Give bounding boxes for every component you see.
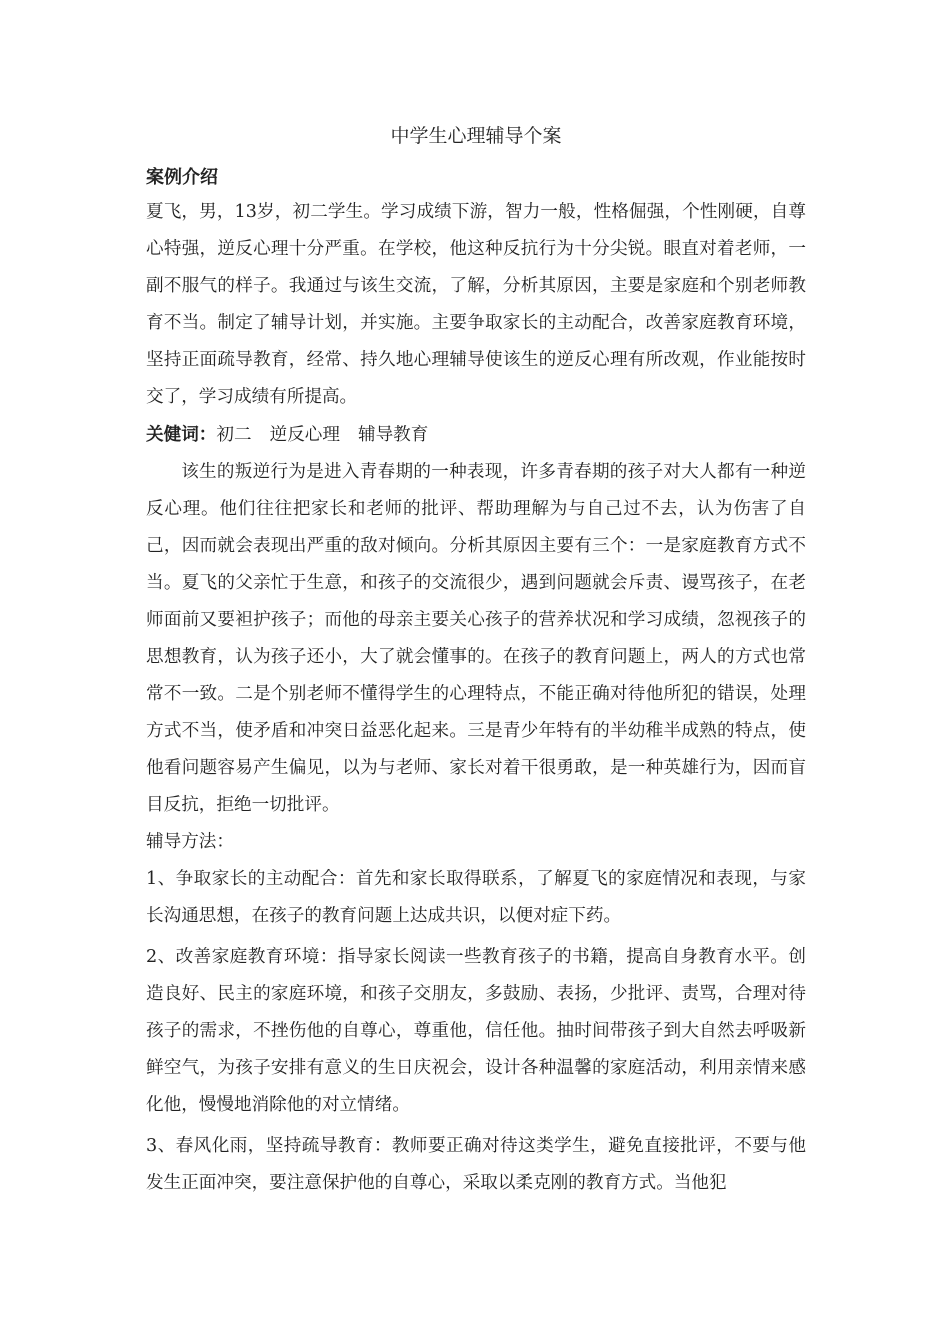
keyword-item: 辅导教育 [357,425,429,445]
method-item: 3、春风化雨，坚持疏导教育：教师要正确对待这类学生，避免直接批评，不要与他发生正面冲突，要注意保护他的自尊心，采取以柔克刚的教育方式。当他犯 [146,1136,806,1193]
document-page [146,122,806,1202]
keyword-item: 逆反心理 [269,425,340,445]
case-intro-heading: 案例介绍 [146,167,218,188]
keywords-label: 关健词： [146,424,217,445]
method-item: 1、争取家长的主动配合：首先和家长取得联系，了解夏飞的家庭情况和表现，与家长沟通思想，在孩子的教育问题上达成共识，以便对症下药。 [146,869,806,926]
document-title: 中学生心理辅导个案 [390,125,562,147]
case-intro-paragraph: 夏飞，男，13岁，初二学生。学习成绩下游，智力一般，性格倔强，个性刚硬，自尊心特强，逆反心理十分严重。在学校，他这种反抗行为十分尖锐。眼直对着老师，一副不服气的样子。我通过与该生交流，了解，分析其原因，主要是家庭和个别老师教育不当。制定了辅导计划，并实施。主要争取家长的主动配合，改善家庭教育环境，坚持正面疏导教育，经常、持久地心理辅导使该生的逆反心理有所改观，作业能按时交了，学习成绩有所提高。 [146,202,806,407]
methods-heading: 辅导方法： [146,832,234,852]
method-item: 2、改善家庭教育环境：指导家长阅读一些教育孩子的书籍，提高自身教育水平。创造良好、民主的家庭环境，和孩子交朋友，多鼓励、表扬，少批评、责骂，合理对待孩子的需求，不挫伤他的自尊心，尊重他，信任他。抽时间带孩子到大自然去呼吸新鲜空气，为孩子安排有意义的生日庆祝会，设计各种温馨的家庭活动，利用亲情来感化他，慢慢地消除他的对立情绪。 [146,947,806,1115]
analysis-paragraph: 该生的叛逆行为是进入青春期的一种表现，许多青春期的孩子对大人都有一种逆反心理。他们往往把家长和老师的批评、帮助理解为与自己过不去，认为伤害了自己，因而就会表现出严重的敌对倾向。分析其原因主要有三个：一是家庭教育方式不当。夏飞的父亲忙于生意，和孩子的交流很少，遇到问题就会斥责、谩骂孩子，在老师面前又要袒护孩子；而他的母亲主要关心孩子的营养状况和学习成绩，忽视孩子的思想教育，认为孩子还小，大了就会懂事的。在孩子的教育问题上，两人的方式也常常不一致。二是个别老师不懂得学生的心理特点，不能正确对待他所犯的错误，处理方式不当，使矛盾和冲突日益恶化起来。三是青少年特有的半幼稚半成熟的特点，使他看问题容易产生偏见，以为与老师、家长对着干很勇敢，是一种英雄行为，因而盲目反抗，拒绝一切批评。 [146,462,806,815]
keywords-line [146,416,806,454]
keyword-item: 初二 [216,425,252,445]
